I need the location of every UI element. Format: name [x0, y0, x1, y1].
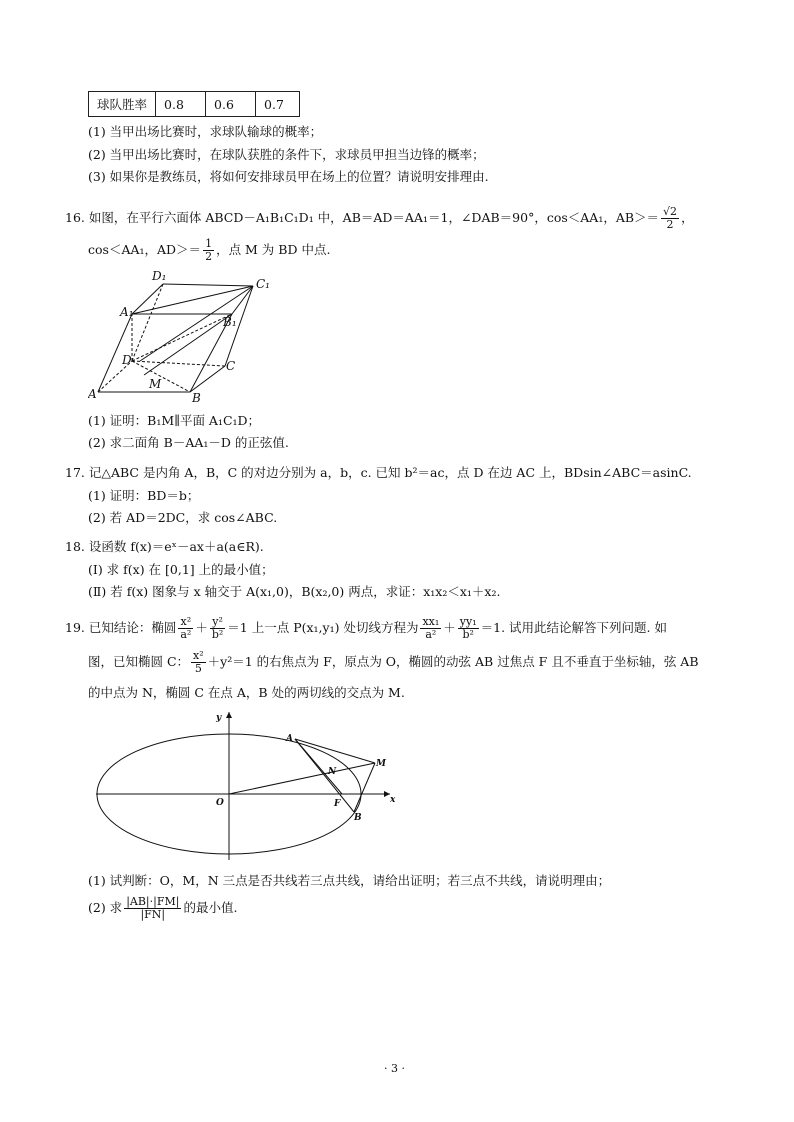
fraction — [191, 650, 206, 675]
q19-stem-line-3: 的中点为 N，椭圆 C 在点 A，B 处的两切线的交点为 M. — [88, 685, 405, 700]
fraction — [458, 616, 479, 641]
fraction-numerator: 1 — [205, 237, 213, 250]
q15-item-3: (3) 如果你是教练员，将如何安排球员甲在场上的位置？请说明安排理由. — [88, 169, 489, 184]
q19-stem-text: ＝1. 试用此结论解答下列问题. 如 — [480, 620, 667, 635]
fraction-numerator: x² — [193, 649, 204, 662]
fraction-denominator: 2 — [205, 250, 213, 263]
q19-item-2-text: (2) 求 — [88, 900, 123, 915]
q17-item-1: (1) 证明：BD＝b； — [88, 488, 200, 503]
edge — [132, 284, 163, 314]
fraction-denominator: a² — [425, 628, 437, 641]
parallelepiped-figure — [88, 266, 288, 406]
q19-stem-line-1: 19. 已知结论：椭圆 $\frac{\text{x²}}{\text{a²}}$ ＋ $\frac{\text{y²}}{\text{b²}}$ ＝1 上一点 P(x₁,y₁) 处切线方程为 $\frac{\text{xx₁}}{\text{a²}}$ ＋ $\frac{\text{yy₁}}{\text{b²}}$ ＝1. 试用此结论解答下列问题. 如 — [65, 615, 667, 641]
q16-item-1: (1) 证明：B₁M∥平面 A₁C₁D； — [88, 413, 261, 428]
fraction — [178, 616, 193, 641]
fraction-numerator: √2 — [663, 205, 678, 218]
q16-stem-text: 16. 如图，在平行六面体 ABCD－A₁B₁C₁D₁ 中，AB＝AD＝AA₁＝1，∠DAB＝90°，cos＜AA₁，AB＞＝ — [65, 210, 660, 225]
fraction-numerator: |AB|·|FM| — [126, 895, 180, 908]
q18-item-2: (Ⅱ) 若 f(x) 图象与 x 轴交于 A(x₁,0)，B(x₂,0) 两点，求证：x₁x₂＜x₁＋x₂. — [88, 584, 501, 599]
edge — [190, 366, 225, 392]
fraction-denominator: 5 — [194, 662, 202, 675]
vertex-label-b: B — [192, 391, 201, 405]
fraction-numerator: y² — [210, 616, 225, 629]
q19-item-2 — [88, 894, 237, 922]
page-number: · 3 · — [384, 1062, 405, 1075]
vertex-label-d1: D₁ — [152, 269, 167, 283]
q19-stem-text: ＋y²＝1 的右焦点为 F，原点为 O，椭圆的动弦 AB 过焦点 F 且不垂直于坐标轴，弦 AB — [207, 654, 699, 669]
tangent-bm — [354, 763, 375, 812]
hidden-edge — [132, 314, 232, 361]
point-label-b: B — [354, 813, 362, 823]
fraction-denominator: b² — [211, 628, 224, 641]
fraction — [124, 896, 181, 921]
point-label-m: M — [149, 377, 162, 391]
q19-stem-line-2 — [88, 648, 699, 676]
win-rate-table — [88, 91, 300, 117]
point-label-m: M — [376, 759, 386, 769]
q16-stem-text: ，点 M 为 BD 中点. — [216, 242, 331, 257]
q16-stem-line-2 — [88, 238, 330, 263]
vertex-label-a: A — [88, 387, 97, 401]
fraction-denominator: 2 — [666, 218, 674, 231]
q15-item-1: (1) 当甲出场比赛时，求球队输球的概率； — [88, 124, 323, 139]
vertex-label-c: C — [226, 359, 236, 373]
fraction — [210, 616, 225, 641]
fraction-denominator: a² — [180, 628, 192, 641]
segment-om — [229, 763, 375, 794]
q18-stem: 18. 设函数 f(x)＝eˣ－ax＋a(a∈R). — [65, 539, 264, 554]
q19-stem-text: ＝1 上一点 P(x₁,y₁) 处切线方程为 — [227, 620, 419, 635]
fraction-numerator: x² — [178, 616, 193, 629]
q16-stem-text: cos＜AA₁，AD＞＝ — [88, 242, 202, 257]
vertex-label-b1: B₁ — [223, 315, 237, 329]
q19-item-2-text: 的最小值. — [183, 900, 238, 915]
table-cell: 0.7 — [256, 92, 300, 117]
fraction — [420, 616, 441, 641]
vertex-label-a1: A₁ — [120, 305, 134, 319]
table-header-cell: 球队胜率 — [89, 92, 156, 117]
ellipse-figure — [92, 708, 412, 868]
fraction-numerator: xx₁ — [422, 615, 440, 628]
point-label-o: O — [216, 798, 224, 808]
vertex-label-d: D — [122, 353, 132, 367]
axis-label-x: x — [390, 795, 396, 805]
q16-item-2: (2) 求二面角 B－AA₁－D 的正弦值. — [88, 435, 289, 450]
axis-label-y: y — [216, 713, 222, 723]
fraction — [661, 206, 679, 231]
q16-stem-text: ， — [681, 210, 694, 225]
hidden-edge — [132, 361, 225, 366]
fraction-denominator: b² — [462, 628, 474, 641]
q17-stem: 17. 记△ABC 是内角 A，B，C 的对边分别为 a，b，c. 已知 b²＝ac，点 D 在边 AC 上，BDsin∠ABC＝asinC. — [65, 465, 692, 480]
table-cell: 0.6 — [206, 92, 256, 117]
vertex-label-c1: C₁ — [256, 277, 270, 291]
point-label-a: A — [286, 734, 293, 744]
q15-item-2: (2) 当甲出场比赛时，在球队获胜的条件下，求球员甲担当边锋的概率； — [88, 147, 485, 162]
fraction — [203, 238, 214, 263]
edge — [163, 284, 253, 286]
q17-item-2: (2) 若 AD＝2DC，求 cos∠ABC. — [88, 510, 278, 525]
point-label-n: N — [328, 767, 337, 777]
hidden-edge — [132, 284, 163, 361]
q19-stem-text: 图，已知椭圆 C： — [88, 654, 190, 669]
fraction-numerator: yy₁ — [459, 615, 477, 628]
point-label-f: F — [334, 799, 341, 809]
q18-item-1: (Ⅰ) 求 f(x) 在 [0,1] 上的最小值； — [88, 562, 274, 577]
tangent-am — [295, 739, 375, 763]
fraction-denominator: |FN| — [140, 908, 166, 921]
q19-stem-text: 19. 已知结论：椭圆 — [65, 620, 177, 635]
q19-item-1: (1) 试判断：O，M，N 三点是否共线若三点共线，请给出证明；若三点不共线，请说明理由； — [88, 873, 611, 888]
table-cell: 0.8 — [156, 92, 206, 117]
table-row — [89, 92, 300, 117]
q16-stem-line-1 — [65, 206, 694, 231]
